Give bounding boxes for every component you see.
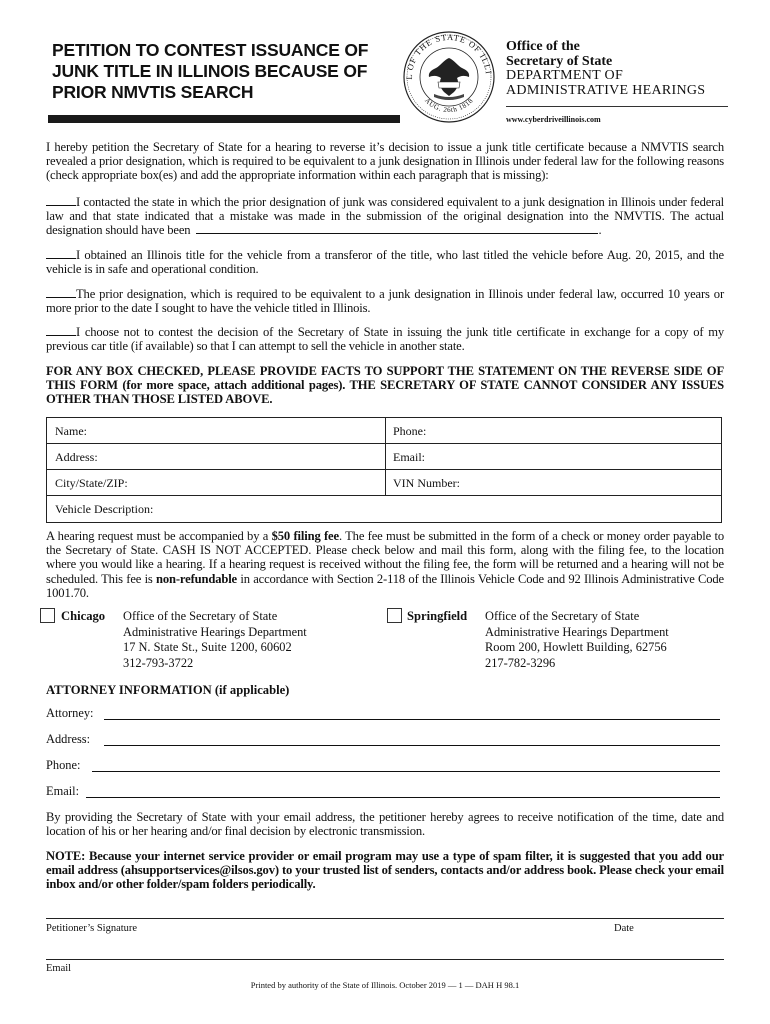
springfield-checkbox[interactable] xyxy=(387,608,402,623)
option-1 xyxy=(46,195,724,238)
vehicle-description-field[interactable]: Vehicle Description: xyxy=(55,502,154,516)
option-2-checkbox-line[interactable] xyxy=(46,249,76,259)
attorney-email-input[interactable] xyxy=(86,797,720,798)
springfield-address-line: Room 200, Howlett Building, 62756 xyxy=(485,640,667,654)
name-field[interactable]: Name: xyxy=(55,424,87,438)
attorney-phone-label: Phone: xyxy=(46,758,81,772)
form-title xyxy=(52,40,382,103)
option-3-text: The prior designation, which is required to be equivalent to a junk designation in Illinois under federal law, occurred 10 years or more prior to the date I sought to have the vehicle titled in Illinois. xyxy=(46,287,724,316)
seal-top-text: L OF THE STATE OF ILLI xyxy=(403,31,494,80)
title-line-1: PETITION TO CONTEST ISSUANCE OF xyxy=(52,40,369,60)
actual-designation-field[interactable] xyxy=(196,224,598,234)
chicago-address-line: Administrative Hearings Department xyxy=(123,624,307,639)
option-4 xyxy=(46,325,724,353)
springfield-phone: 217-782-3296 xyxy=(485,655,556,670)
vin-number-field[interactable]: VIN Number: xyxy=(393,476,460,490)
date-label: Date xyxy=(614,923,634,934)
signature-email-label: Email xyxy=(46,963,72,974)
fee-amount: $50 filing fee xyxy=(271,529,339,543)
option-2-text: I obtained an Illinois title for the vehicle from a transferor of the title, who last titled the vehicle before Aug. 20, 2015, and the vehicle is in safe and operational condition. xyxy=(46,248,724,277)
non-refundable-text: non-refundable xyxy=(156,571,237,586)
attorney-label: Attorney: xyxy=(46,706,94,720)
email-consent-paragraph: By providing the Secretary of State with your email address, the petitioner hereby agrees to receive notification of the time, date and location of his or her hearing and/or final decision by electronic transmission. xyxy=(46,810,724,839)
office-line-1: Office of the xyxy=(506,39,580,54)
chicago-label: Chicago xyxy=(61,609,106,623)
option-2 xyxy=(46,248,724,276)
option-1-end: . xyxy=(598,223,602,238)
attorney-heading: ATTORNEY INFORMATION (if applicable) xyxy=(46,683,290,697)
springfield-address xyxy=(485,609,669,671)
title-line-2: JUNK TITLE IN ILLINOIS BECAUSE OF xyxy=(52,61,368,81)
city-state-zip-field[interactable]: City/State/ZIP: xyxy=(55,476,128,490)
email-field[interactable]: Email: xyxy=(393,450,425,464)
office-line-3: DEPARTMENT OF xyxy=(506,68,624,83)
seal-bottom-text: AUG. 26th 1818 xyxy=(423,96,475,115)
chicago-checkbox[interactable] xyxy=(40,608,55,623)
table-row xyxy=(47,418,721,444)
option-4-checkbox-line[interactable] xyxy=(46,326,76,336)
phone-field[interactable]: Phone: xyxy=(393,424,427,438)
website-link[interactable]: www.cyberdriveillinois.com xyxy=(506,115,601,124)
fee-text-3: in accordance with Section 2-118 of the Illinois Vehicle Code and 92 Illinois Administrative Code 1001.70. xyxy=(46,571,724,600)
table-row xyxy=(47,496,721,523)
office-block xyxy=(506,40,736,98)
footer-text: Printed by authority of the State of Illinois. October 2019 — 1 — DAH H 98.1 xyxy=(250,980,520,990)
springfield-address-line: Administrative Hearings Department xyxy=(485,624,669,639)
address-field[interactable]: Address: xyxy=(55,450,98,464)
option-3-checkbox-line[interactable] xyxy=(46,288,76,298)
fee-paragraph xyxy=(46,529,724,600)
option-3 xyxy=(46,287,724,315)
notice-paragraph: FOR ANY BOX CHECKED, PLEASE PROVIDE FACTS TO SUPPORT THE STATEMENT ON THE REVERSE SIDE OF THIS FORM (for more space, attach additional pages). THE SECRETARY OF STATE CANNOT CONSIDER ANY ISSUES OTHER THAN THOSE LISTED ABOVE. xyxy=(46,364,724,407)
option-4-text: I choose not to contest the decision of the Secretary of State in issuing the junk title certificate in exchange for a copy of my previous car title (if available) so that I can attempt to sell the vehicle in another state. xyxy=(46,325,724,354)
chicago-address-line: Office of the Secretary of State xyxy=(123,609,278,623)
attorney-address-input[interactable] xyxy=(104,745,720,746)
state-seal-icon xyxy=(398,30,501,124)
springfield-address-line: Office of the Secretary of State xyxy=(485,609,640,623)
email-signature-line[interactable] xyxy=(46,959,724,960)
table-row xyxy=(47,470,721,496)
office-rule xyxy=(506,106,728,107)
attorney-phone-input[interactable] xyxy=(92,771,720,772)
fee-text-2: . The fee must be submitted in the form of a check or money order payable to the Secretary of State. CASH IS NOT ACCEPTED. Please check below and mail this form, along with the filing fee, to the location where you would like a hearing. If a hearing request is received without the filing fee, the form will be returned and a hearing will not be scheduled. This fee is xyxy=(46,529,724,586)
petitioner-signature-label: Petitioner’s Signature xyxy=(46,923,138,934)
option-1-checkbox-line[interactable] xyxy=(46,196,76,206)
spam-note-paragraph: NOTE: Because your internet service provider or email program may use a type of spam filter, it is suggested that you add our email address (ahsupportservices@ilsos.gov) to your trusted list of senders, contacts and/or address book. Please check your email inbox and/or other folder/spam folders periodically. xyxy=(46,849,724,892)
attorney-name-input[interactable] xyxy=(104,719,720,720)
title-line-3: PRIOR NMVTIS SEARCH xyxy=(52,82,254,102)
fee-text-1: A hearing request must be accompanied by a xyxy=(46,529,272,543)
option-1-text: I contacted the state in which the prior designation of junk was considered equivalent to a junk designation in Illinois under federal law and that state indicated that a mistake was made in the submission of the original designation into the NMVTIS. The actual designation should have been xyxy=(46,195,724,238)
petitioner-info-table xyxy=(46,417,722,523)
office-line-2: Secretary of State xyxy=(506,53,613,69)
signature-line[interactable] xyxy=(46,918,724,919)
chicago-address-line: 17 N. State St., Suite 1200, 60602 xyxy=(123,640,292,654)
chicago-address xyxy=(123,609,307,671)
intro-paragraph: I hereby petition the Secretary of State for a hearing to reverse it’s decision to issue a junk title certificate because a NMVTIS search revealed a prior designation, which is required to be equivalent to a junk designation in Illinois under federal law for the following reasons (check appropriate box(es) and add the appropriate information within each paragraph that is missing): xyxy=(46,140,724,183)
springfield-label: Springfield xyxy=(407,609,468,623)
office-line-4: ADMINISTRATIVE HEARINGS xyxy=(506,82,706,98)
attorney-email-label: Email: xyxy=(46,784,80,798)
title-underline-bar xyxy=(48,115,400,123)
chicago-phone: 312-793-3722 xyxy=(123,655,194,670)
attorney-address-label: Address: xyxy=(46,732,91,746)
table-row xyxy=(47,444,721,470)
